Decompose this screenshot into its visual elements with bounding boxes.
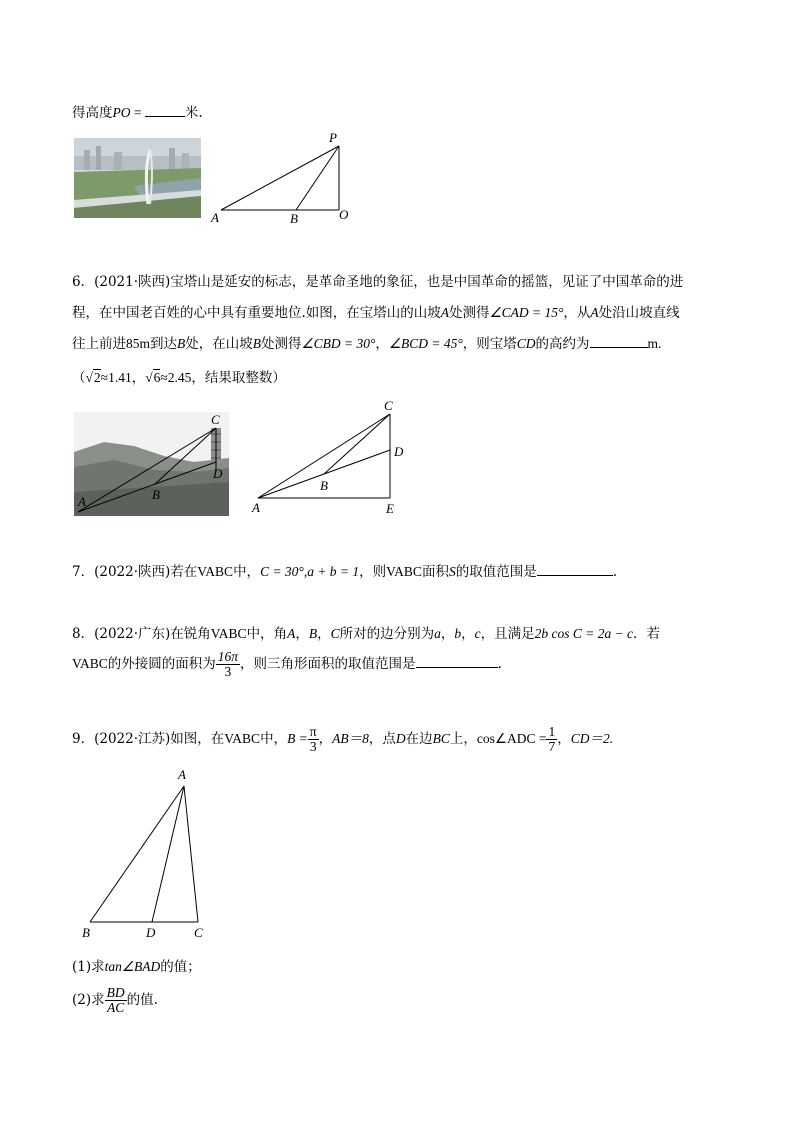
- q6-angle-cad: ∠CAD = 15°: [489, 305, 564, 320]
- q7-text-d: 面积: [421, 564, 449, 580]
- q9-diagram: [78, 766, 218, 946]
- q9-frac1-num: π: [309, 724, 317, 739]
- q7-end: .: [612, 564, 617, 580]
- q6-diagram: [250, 398, 420, 518]
- q8-triangle: VABC: [210, 626, 247, 641]
- q9-text-b: 中，: [260, 731, 288, 748]
- q5-photo-drawing: [74, 138, 201, 218]
- q9-ab: AB＝8: [332, 731, 369, 747]
- q6-number: 6．(2021·陕西): [72, 274, 171, 290]
- q5-eq: =: [130, 105, 145, 120]
- q6-photo-label-c: C: [211, 412, 220, 427]
- q9-line-ac: [184, 786, 198, 922]
- q6-pagoda-photo: [74, 412, 229, 516]
- q6-text-3b: 到达: [150, 336, 178, 352]
- q5-unit: 米.: [184, 105, 203, 121]
- q6-label-e: E: [386, 501, 394, 516]
- q6-angle-bcd: ∠BCD = 45°: [388, 336, 463, 351]
- q9-comma-1: ，: [318, 731, 333, 748]
- q7-condition: C = 30°,a + b = 1: [260, 564, 360, 579]
- q9-sub2-b: 的值.: [126, 992, 158, 1009]
- q6-unit: m.: [647, 336, 662, 351]
- q8-side-b: b: [454, 626, 462, 641]
- q6-text-2b: 处测得: [449, 305, 490, 321]
- q9-sub1-expr: tan∠BAD: [104, 959, 161, 974]
- q6-hint: （√2≈1.41，√6≈2.45，结果取整数）: [72, 370, 286, 386]
- q6-label-c: C: [384, 398, 393, 413]
- q8-comma-2: ，: [317, 626, 331, 642]
- q9-label-d: D: [146, 925, 156, 940]
- q7-text-a: 若在: [170, 564, 198, 580]
- q9-number: 9．(2022·江苏): [72, 731, 171, 748]
- q9-cos: cos∠ADC =: [476, 731, 547, 747]
- q6-text-3c: 处，在山坡: [185, 336, 253, 352]
- q5-blank[interactable]: [145, 104, 185, 117]
- q6-text-3a: 往上前进: [72, 336, 126, 352]
- q6-hint-v2: ≈1.41，: [100, 370, 146, 385]
- q8-number: 8．(2022·广东): [72, 626, 171, 642]
- q9-sub1-a: (1)求: [72, 959, 105, 975]
- q9-sub1-b: 的值；: [160, 959, 201, 975]
- q5-bridge-photo: [74, 138, 201, 218]
- q5-diagram: [208, 128, 358, 226]
- q8-var-c: C: [330, 626, 340, 641]
- q6-hint-v6: ≈2.45，结果取整数）: [160, 370, 286, 385]
- q6-text-2d: 处沿山坡直线: [598, 305, 680, 321]
- q9-text-a: 如图，在: [170, 731, 225, 748]
- q9-line-ab: [90, 786, 184, 922]
- q8-comma-4: ，: [461, 626, 475, 642]
- q8-text-l2a: 的外接圆的面积为: [107, 656, 216, 673]
- q6-blank[interactable]: [590, 335, 648, 348]
- q5-tail-text: 得高度: [72, 105, 113, 121]
- q8-text-l2b: ，则三角形面积的取值范围是: [240, 656, 416, 673]
- q6-hint-open: （: [72, 370, 86, 386]
- q6-text-2c: ，从: [563, 305, 591, 321]
- q6-line-3: [72, 332, 661, 352]
- q7-var-s: S: [448, 564, 456, 579]
- q8-line-2: [72, 650, 502, 679]
- q5-line-ap: [221, 146, 339, 210]
- q8-text-d: 所对的边分别为: [339, 626, 435, 642]
- q8-line-1: [72, 622, 660, 642]
- q9-text-d: ，点: [368, 731, 396, 748]
- q6-photo-label-a: A: [78, 494, 86, 509]
- q8-text-e: ，且满足: [480, 626, 535, 642]
- q8-blank[interactable]: [416, 655, 498, 668]
- q6-text-3d: 处测得: [261, 336, 302, 352]
- q6-var-a2: A: [590, 305, 599, 320]
- q9-sub2: [72, 986, 158, 1015]
- q9-text-e: 在边: [405, 731, 433, 748]
- q9-bc: BC: [432, 731, 450, 747]
- q8-equation: 2b cos C = 2a − c: [534, 626, 634, 641]
- q5-label-p: P: [329, 130, 337, 145]
- q9-sub2-num: BD: [106, 985, 125, 1000]
- q8-frac-num: 16π: [217, 649, 239, 664]
- q5-label-o: O: [339, 207, 349, 222]
- q7-blank[interactable]: [537, 563, 613, 576]
- q9-label-a: A: [178, 767, 186, 782]
- q6-photo-label-b: B: [152, 487, 160, 502]
- q6-line-1: [72, 270, 683, 290]
- q6-photo-label-d: D: [213, 466, 223, 481]
- q6-text-1: 宝塔山是延安的标志，是革命圣地的象征，也是中国革命的摇篮，见证了中国革命的进: [170, 274, 684, 290]
- q9-sub2-den: AC: [106, 1000, 125, 1016]
- q9-fraction-1: [308, 725, 319, 754]
- q7-triangle-2: VABC: [386, 564, 422, 579]
- q6-line-bc: [324, 414, 390, 474]
- q8-text-a: 在锐角: [170, 626, 211, 642]
- q7-text-c: ，则: [359, 564, 387, 580]
- q6-var-a: A: [440, 305, 450, 320]
- q6-distance: 85m: [126, 336, 151, 351]
- q6-label-a: A: [252, 500, 260, 515]
- q6-text-2: 程，在中国老百姓的心中具有重要地位.如图，在宝塔山的山坡: [72, 305, 441, 321]
- q6-text-3f: ，则宝塔: [462, 336, 517, 352]
- q8-triangle-2: VABC: [72, 656, 108, 672]
- q9-fraction-2: [546, 725, 557, 754]
- q8-text-b: 中，角: [246, 626, 288, 642]
- q5-answer-line: [72, 101, 203, 121]
- q6-text-3g: 的高约为: [535, 336, 590, 352]
- q9-cd: CD＝2.: [570, 731, 614, 747]
- q9-label-c: C: [194, 925, 203, 940]
- q8-fraction: [216, 650, 240, 679]
- q7-line: [72, 560, 617, 580]
- q6-photo-drawing: [74, 412, 229, 516]
- q9-sub1: [72, 955, 201, 975]
- q8-comma-3: ，: [440, 626, 455, 642]
- q7-number: 7．(2022·陕西): [72, 564, 171, 580]
- q9-frac2-num: 1: [548, 724, 556, 739]
- q9-line-ad: [152, 786, 184, 922]
- q6-label-b: B: [320, 478, 328, 493]
- q6-sqrt2: 2: [93, 370, 101, 385]
- q5-label-a: A: [211, 210, 219, 225]
- q9-line: [72, 725, 613, 754]
- q8-text-f: ．若: [633, 626, 661, 642]
- q8-side-c: c: [474, 626, 481, 641]
- q7-text-b: 中，: [233, 564, 261, 580]
- q9-triangle: VABC: [224, 731, 261, 747]
- q6-label-d: D: [394, 444, 404, 459]
- q7-triangle: VABC: [197, 564, 234, 579]
- q8-var-a: A: [287, 626, 296, 641]
- q6-var-cd: CD: [516, 336, 536, 351]
- q6-text-3e: ，: [375, 336, 389, 352]
- q6-var-b: B: [177, 336, 186, 351]
- q9-sub2-fraction: [105, 986, 127, 1015]
- q9-label-b: B: [82, 925, 90, 940]
- q8-comma-1: ，: [295, 626, 309, 642]
- q6-var-b2: B: [252, 336, 262, 351]
- q9-sub2-a: (2)求: [72, 992, 105, 1009]
- q6-line-2: [72, 301, 680, 321]
- q5-var: PO: [112, 105, 131, 120]
- q8-side-a: a: [434, 626, 441, 641]
- q9-text-f: 上，: [449, 731, 477, 748]
- q5-label-b: B: [290, 211, 298, 226]
- q9-var-d: D: [395, 731, 406, 747]
- q6-sqrt6: 6: [153, 370, 161, 385]
- q9-frac1-den: 3: [309, 739, 317, 755]
- q8-frac-den: 3: [224, 664, 232, 680]
- q8-var-b: B: [308, 626, 318, 641]
- q9-b-eq: B =: [287, 731, 308, 747]
- q6-angle-cbd: ∠CBD = 30°: [301, 336, 376, 351]
- q5-line-bp: [296, 146, 339, 210]
- q9-comma-2: ，: [557, 731, 571, 748]
- q7-text-e: 的取值范围是: [455, 564, 537, 580]
- q9-frac2-den: 7: [548, 739, 556, 755]
- q8-end: .: [497, 656, 502, 673]
